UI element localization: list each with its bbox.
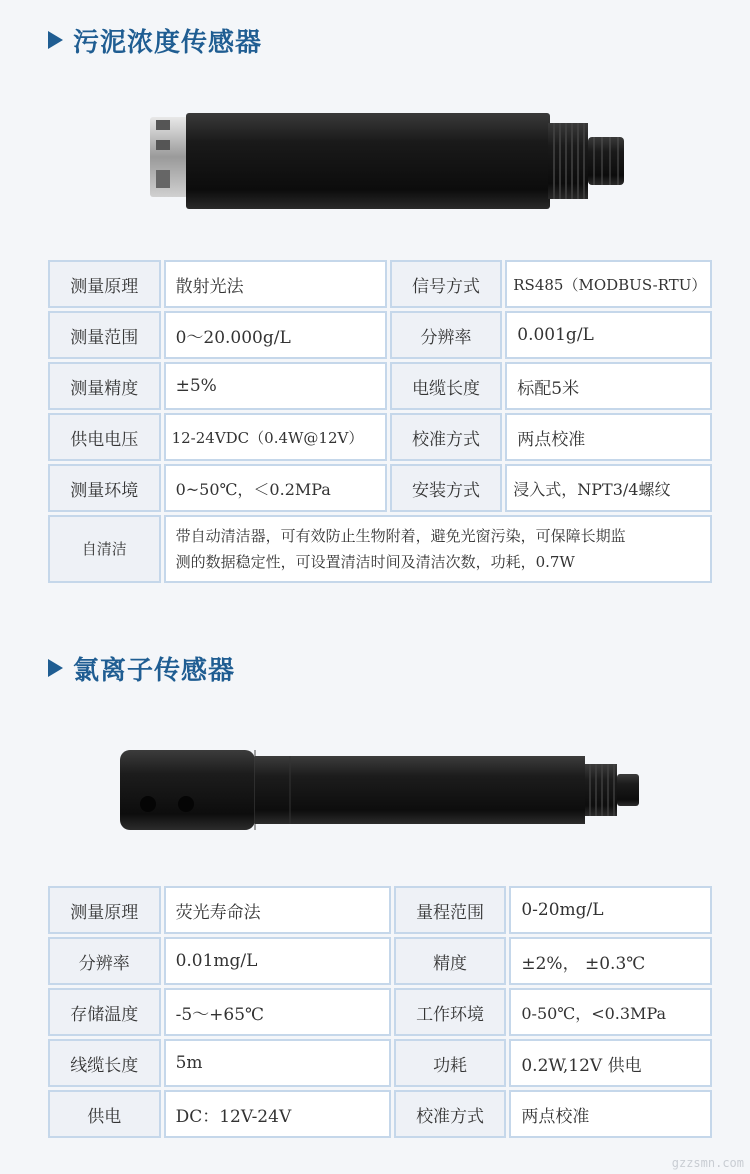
chloride-spec-table — [45, 883, 715, 1141]
table-row — [48, 988, 712, 1036]
spec-label: 供电电压 — [48, 413, 161, 461]
spec-label: 测量原理 — [48, 260, 161, 308]
self-clean-description — [164, 515, 712, 583]
spec-label: 功耗 — [394, 1039, 507, 1087]
spec-value: 0.01mg/L — [164, 937, 391, 985]
spec-value: 0-20mg/L — [509, 886, 712, 934]
spec-value: 两点校准 — [505, 413, 712, 461]
spec-label: 供电 — [48, 1090, 161, 1138]
spec-value: 12-24VDC（0.4W@12V） — [164, 413, 387, 461]
spec-label: 精度 — [394, 937, 507, 985]
table-row — [48, 1090, 712, 1138]
spec-value: 荧光寿命法 — [164, 886, 391, 934]
spec-value: 0.2W,12V 供电 — [509, 1039, 712, 1087]
spec-value: 两点校准 — [509, 1090, 712, 1138]
table-row — [48, 1039, 712, 1087]
spec-value: 0~50℃，＜0.2MPa — [164, 464, 387, 512]
section-title: 氯离子传感器 — [73, 655, 236, 686]
spec-label: 校准方式 — [390, 413, 503, 461]
table-row — [48, 937, 712, 985]
spec-label: 信号方式 — [390, 260, 503, 308]
spec-label: 测量精度 — [48, 362, 161, 410]
spec-label: 电缆长度 — [390, 362, 503, 410]
spec-value: 0.001g/L — [505, 311, 712, 359]
table-row — [48, 413, 712, 461]
spec-value: 0-50℃，<0.3MPa — [509, 988, 712, 1036]
spec-label: 线缆长度 — [48, 1039, 161, 1087]
sludge-spec-table — [45, 257, 715, 586]
chloride-sensor-image — [110, 740, 650, 840]
spec-value: 标配5米 — [505, 362, 712, 410]
watermark: gzzsmn.com — [671, 1156, 744, 1170]
description-line: 带自动清洁器，可有效防止生物附着，避免光窗污染，可保障长期监 — [175, 527, 626, 545]
spec-label: 存储温度 — [48, 988, 161, 1036]
spec-label: 测量环境 — [48, 464, 161, 512]
table-row — [48, 886, 712, 934]
table-row — [48, 464, 712, 512]
spec-value: 浸入式，NPT3/4螺纹 — [505, 464, 712, 512]
section-heading-chloride — [48, 648, 235, 688]
spec-value: 5m — [164, 1039, 391, 1087]
spec-value: -5～+65℃ — [164, 988, 391, 1036]
spec-label: 测量范围 — [48, 311, 161, 359]
section-title: 污泥浓度传感器 — [73, 27, 263, 58]
table-row — [48, 362, 712, 410]
table-row — [48, 311, 712, 359]
spec-value: ±2%， ±0.3℃ — [509, 937, 712, 985]
sludge-sensor-image — [140, 95, 640, 225]
triangle-bullet-icon — [48, 31, 63, 49]
table-row — [48, 515, 712, 583]
spec-label: 自清洁 — [48, 515, 161, 583]
description-line: 测的数据稳定性，可设置清洁时间及清洁次数，功耗，0.7W — [175, 553, 575, 571]
spec-label: 量程范围 — [394, 886, 507, 934]
triangle-bullet-icon — [48, 659, 63, 677]
spec-label: 工作环境 — [394, 988, 507, 1036]
spec-label: 测量原理 — [48, 886, 161, 934]
spec-value: 散射光法 — [164, 260, 387, 308]
spec-label: 分辨率 — [48, 937, 161, 985]
spec-label: 分辨率 — [390, 311, 503, 359]
section-heading-sludge — [48, 20, 262, 60]
spec-label: 安装方式 — [390, 464, 503, 512]
spec-value: ±5% — [164, 362, 387, 410]
table-row — [48, 260, 712, 308]
spec-value: 0～20.000g/L — [164, 311, 387, 359]
spec-value: RS485（MODBUS-RTU） — [505, 260, 712, 308]
spec-value: DC：12V-24V — [164, 1090, 391, 1138]
spec-label: 校准方式 — [394, 1090, 507, 1138]
